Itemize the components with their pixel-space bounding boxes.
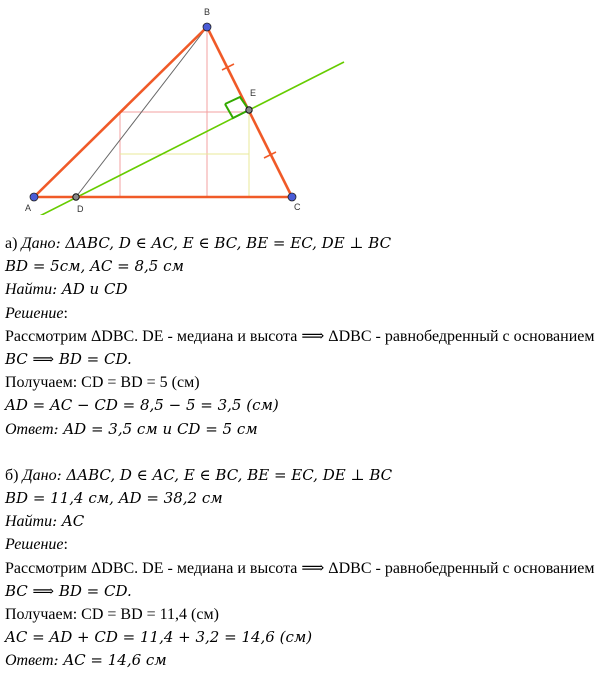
point-e xyxy=(246,107,252,113)
find-expression: : AD и CD xyxy=(52,280,128,299)
part-b-reason-2 xyxy=(5,580,600,603)
given-expression: : ΔABC, D ∈ AC, E ∈ BC, BE = EC, DE ⊥ BC xyxy=(55,234,392,252)
part-a-reason-2 xyxy=(5,348,600,371)
point-d xyxy=(73,194,79,200)
given-label: Дано xyxy=(22,466,57,484)
part-b-prefix: б) xyxy=(5,466,23,484)
part-a-find xyxy=(5,278,600,301)
calculation-line: AC = AD + CD = 11,4 + 3,2 = 14,6 (см) xyxy=(5,628,313,647)
label-b: B xyxy=(204,7,211,17)
right-angle-marker xyxy=(225,97,249,110)
find-label: Найти xyxy=(5,281,53,299)
label-a: A xyxy=(25,203,32,213)
point-a xyxy=(30,193,38,201)
reason-text: Рассмотрим ΔDBC. DE - медиана и высота ⟹ ΔDBC - равнобедренный с основанием xyxy=(5,327,595,345)
answer-expression: : AC = 14,6 см xyxy=(53,651,167,670)
reason-conclusion: BC ⟹ BD = CD. xyxy=(5,349,132,368)
result-line: Получаем: CD = BD = 11,4 (см) xyxy=(5,606,219,623)
label-c: C xyxy=(294,202,301,212)
point-c xyxy=(288,193,296,201)
perpendicular-line xyxy=(12,62,344,215)
reason-conclusion: BC ⟹ BD = CD. xyxy=(5,581,132,600)
label-e: E xyxy=(250,88,257,98)
part-b-answer xyxy=(5,649,600,672)
solution-colon: : xyxy=(63,304,68,322)
given-expression: : ΔABC, D ∈ AC, E ∈ BC, BE = EC, DE ⊥ BC xyxy=(56,465,393,484)
part-b-find xyxy=(5,510,600,533)
answer-label: Ответ xyxy=(5,652,54,670)
part-b-solution-heading xyxy=(5,533,600,556)
part-a-prefix: а) xyxy=(5,235,22,252)
part-b-reason-1 xyxy=(5,557,600,580)
answer-label: Ответ xyxy=(5,420,54,438)
triangle-figure xyxy=(0,0,600,215)
reason-text: Рассмотрим ΔDBC. DE - медиана и высота ⟹ ΔDBC - равнобедренный с основанием xyxy=(5,559,595,577)
result-line: Получаем: CD = BD = 5 (см) xyxy=(5,374,200,392)
point-b xyxy=(203,23,211,31)
solution-label: Решение xyxy=(5,304,64,322)
part-a-reason-1 xyxy=(5,325,600,348)
calculation-line: AD = AC − CD = 8,5 − 5 = 3,5 (см) xyxy=(5,396,279,415)
find-label: Найти xyxy=(5,513,53,531)
answer-expression: : AD = 3,5 см и CD = 5 см xyxy=(53,419,258,438)
part-a-values xyxy=(5,255,600,278)
spacer xyxy=(5,441,600,464)
label-d: D xyxy=(77,204,84,214)
part-b-given xyxy=(5,464,600,487)
part-a-solution-heading xyxy=(5,302,600,325)
part-b-get xyxy=(5,603,600,626)
aux-lines-yellow xyxy=(120,110,249,196)
find-expression: : AC xyxy=(52,512,85,531)
solution-text xyxy=(5,232,600,673)
part-b-calc xyxy=(5,626,600,649)
given-values: BD = 11,4 см, AD = 38,2 см xyxy=(5,489,223,508)
part-a-answer xyxy=(5,418,600,441)
part-b-values xyxy=(5,487,600,510)
given-values: BD = 5см, AC = 8,5 см xyxy=(5,257,184,276)
part-a-get xyxy=(5,371,600,394)
given-label: Дано xyxy=(21,235,56,252)
part-a-given xyxy=(5,232,600,255)
solution-colon: : xyxy=(63,536,68,554)
part-a-calc xyxy=(5,394,600,417)
solution-label: Решение xyxy=(5,536,64,554)
